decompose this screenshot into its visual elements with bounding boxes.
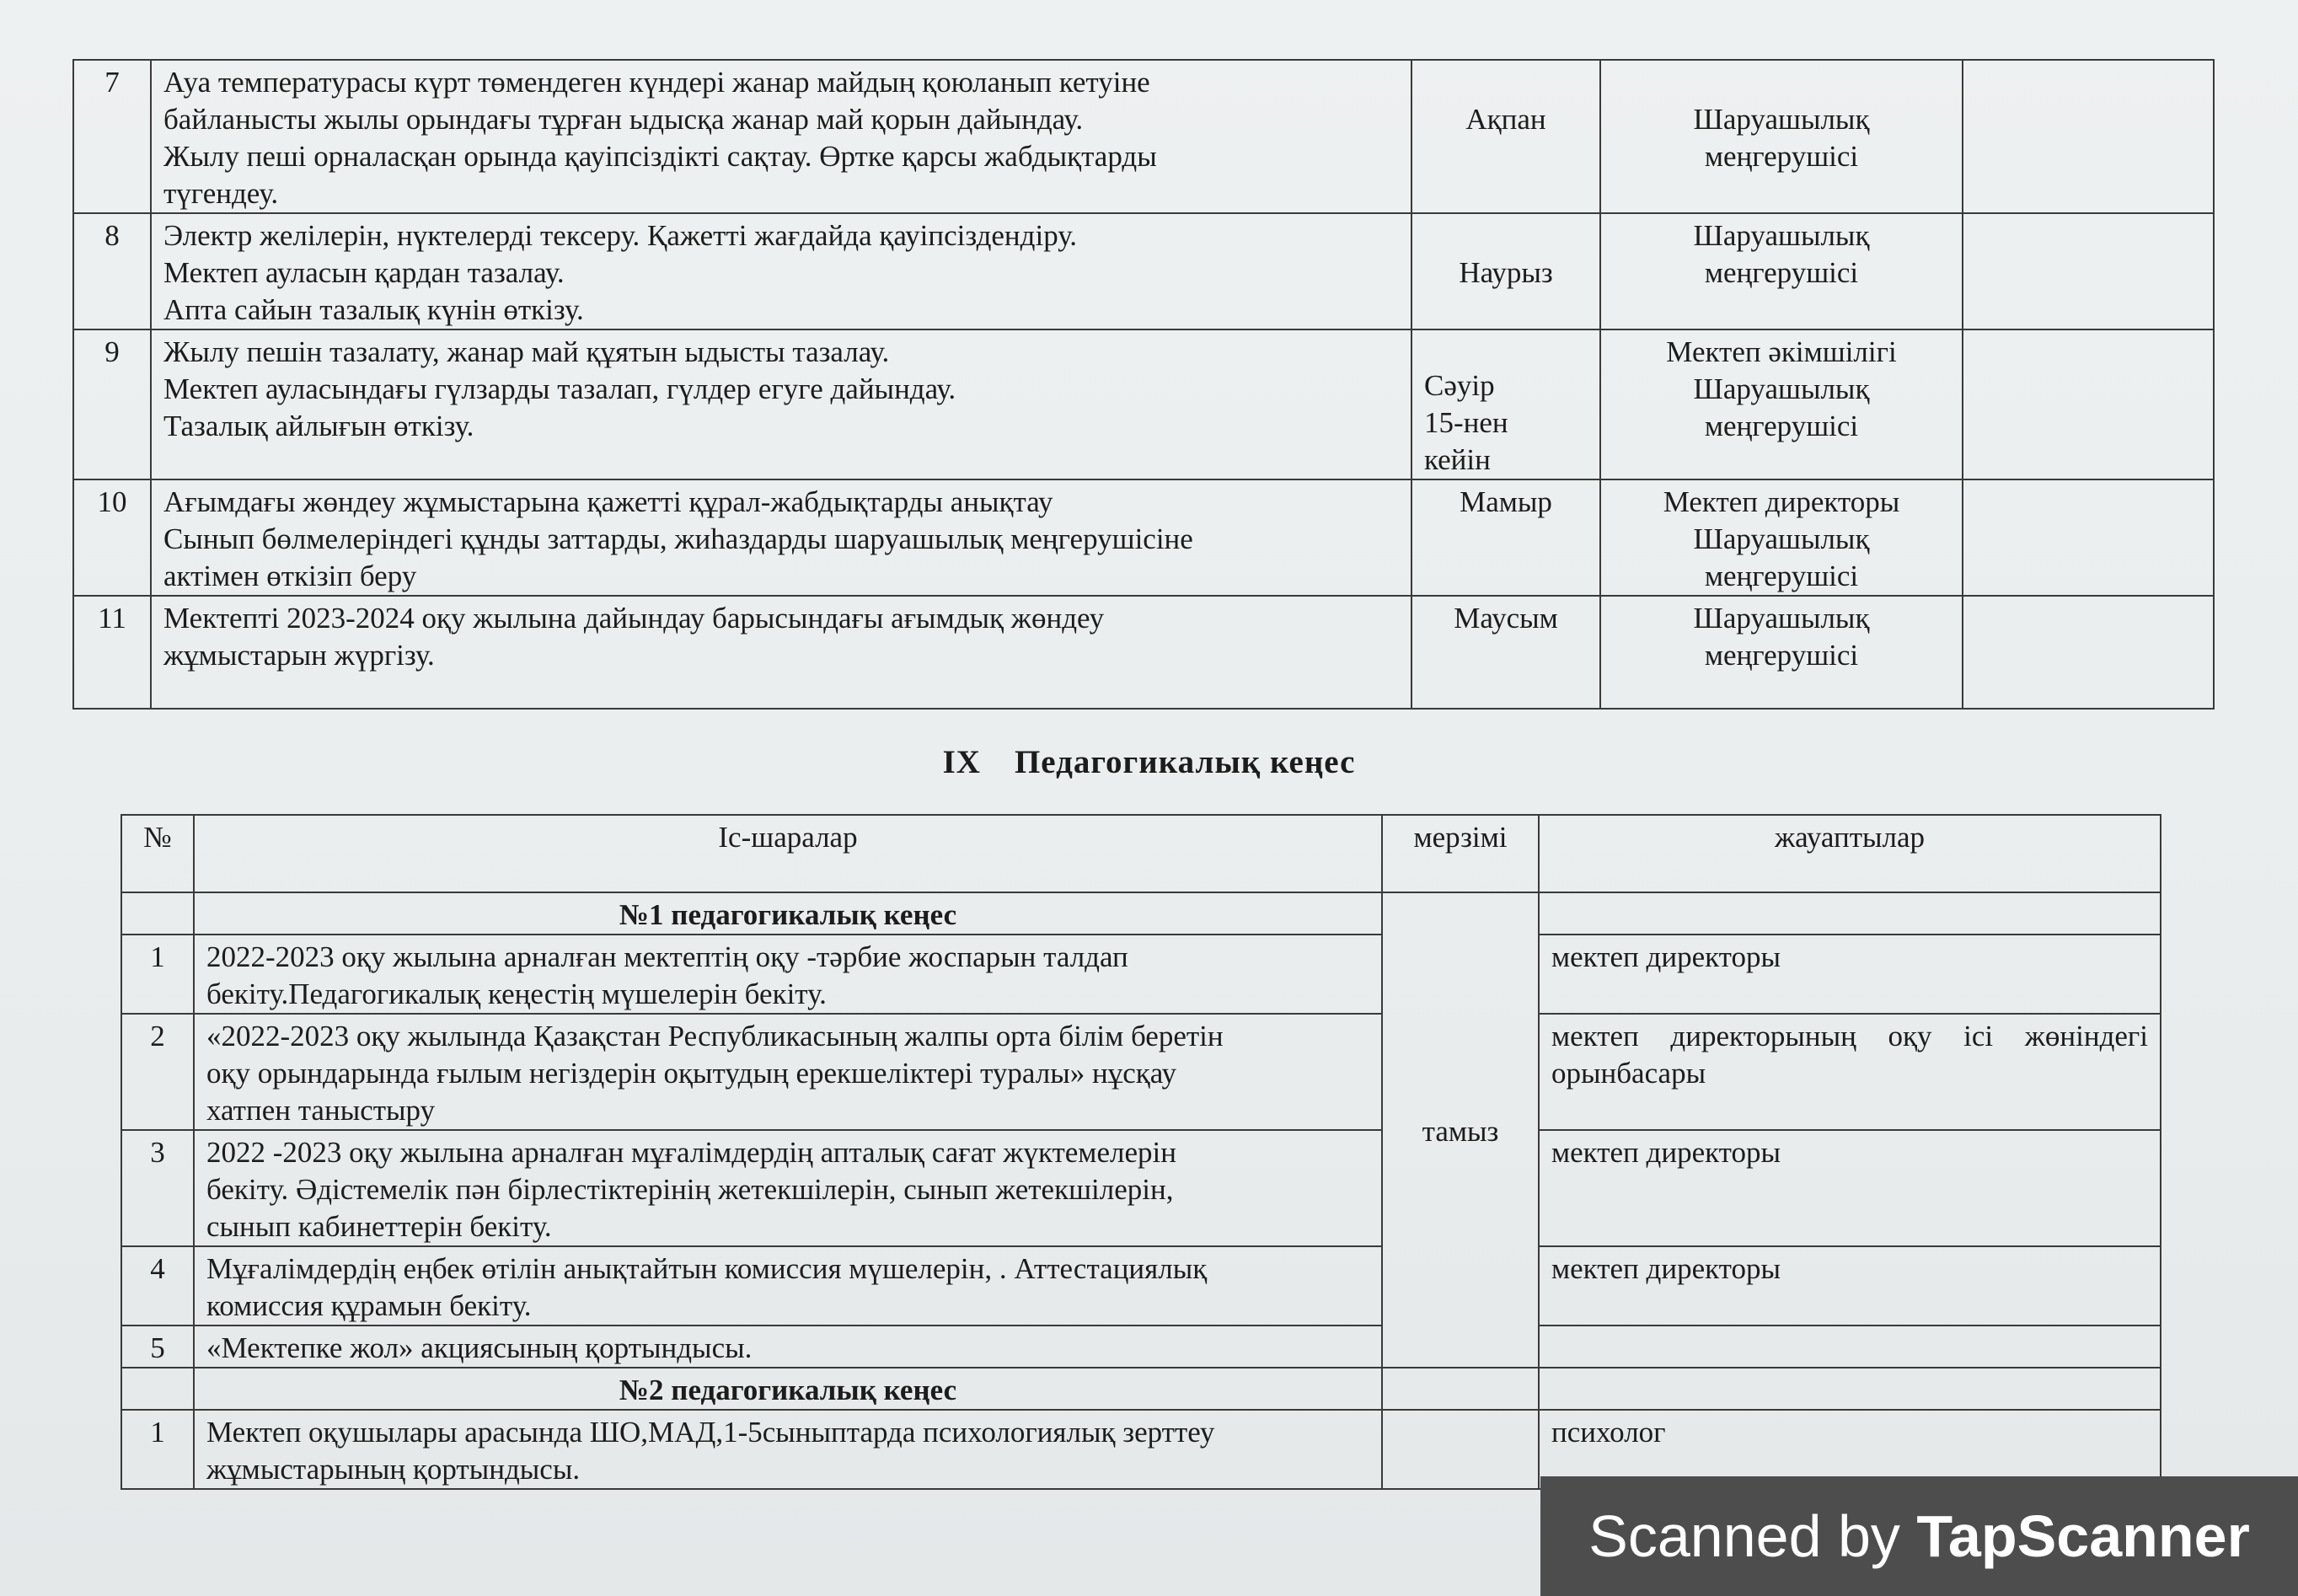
- header-deadline: мерзімі: [1382, 815, 1539, 892]
- notes-cell: [1963, 479, 2214, 596]
- table-row: [121, 1326, 2161, 1368]
- event-line: Мұғалімдердің еңбек өтілін анықтайтын комиссия мүшелерін, . Аттестациялық: [206, 1252, 1208, 1285]
- watermark-brand: TapScanner: [1916, 1503, 2250, 1569]
- deadline-cell: Ақпан: [1411, 60, 1600, 213]
- responsible-cell: [1600, 596, 1963, 709]
- task-line: жұмыстарын жүргізу.: [163, 639, 435, 672]
- deadline-cell: тамыз: [1382, 892, 1539, 1368]
- notes-cell: [1963, 60, 2214, 213]
- event-line: хатпен таныстыру: [206, 1094, 436, 1127]
- task-line: Ауа температурасы күрт төмендеген күндері жанар майдың қоюланып кетуіне: [163, 66, 1150, 99]
- task-cell: [151, 596, 1411, 709]
- council-title: №2 педагогикалық кеңес: [194, 1368, 1382, 1410]
- event-line: сынып кабинеттерін бекіту.: [206, 1210, 552, 1243]
- responsible-line: меңгерушісі: [1704, 140, 1859, 173]
- table-row: [73, 479, 2214, 596]
- event-cell: [194, 1326, 1382, 1368]
- event-line: бекіту. Әдістемелік пән бірлестіктерінің жетекшілерін, сынып жетекшілерін,: [206, 1173, 1174, 1206]
- event-cell: [194, 1014, 1382, 1130]
- responsible-line: Шаруашылық: [1693, 103, 1870, 136]
- table-row: [121, 935, 2161, 1014]
- table-row: [73, 60, 2214, 213]
- empty-cell: [1382, 1368, 1539, 1410]
- responsible-line: Шаруашылық: [1693, 602, 1870, 635]
- responsible-line: Шаруашылық: [1693, 372, 1870, 405]
- event-line: Мектеп оқушылары арасында ШО,МАД,1-5сыныптарда психологиялық зерттеу: [206, 1416, 1215, 1449]
- task-line: Мектепті 2023-2024 оқу жылына дайындау барысындағы ағымдық жөндеу: [163, 602, 1105, 635]
- scanner-watermark: [1540, 1476, 2298, 1596]
- row-number: 4: [121, 1246, 194, 1326]
- deadline-line: кейін: [1424, 443, 1491, 476]
- deadline-cell: [1411, 329, 1600, 479]
- deadline-cell: Маусым: [1411, 596, 1600, 709]
- council-heading-row: [121, 1368, 2161, 1410]
- task-line: актімен өткізіп беру: [163, 560, 417, 592]
- responsible-line: Мектеп директоры: [1663, 485, 1900, 518]
- task-line: түгендеу.: [163, 177, 279, 210]
- task-cell: [151, 479, 1411, 596]
- section-heading: [0, 743, 2298, 781]
- row-number: 1: [121, 1410, 194, 1489]
- deadline-cell: Мамыр: [1411, 479, 1600, 596]
- responsible-cell: [1600, 213, 1963, 329]
- event-line: «Мектепке жол» акциясының қортындысы.: [206, 1331, 753, 1364]
- maintenance-plan-table: [72, 59, 2215, 710]
- pedagogical-council-table: [121, 814, 2161, 1490]
- event-line: 2022 -2023 оқу жылына арналған мұғалімдердің апталық сағат жүктемелерін: [206, 1136, 1176, 1169]
- deadline-cell: Наурыз: [1411, 213, 1600, 329]
- responsible-line: Шаруашылық: [1693, 522, 1870, 555]
- table-row: [73, 596, 2214, 709]
- deadline-cell: [1382, 1410, 1539, 1489]
- row-number: 3: [121, 1130, 194, 1246]
- row-number: 1: [121, 935, 194, 1014]
- responsible-line: Мектеп әкімшілігі: [1666, 335, 1897, 368]
- header-responsible: жауаптылар: [1539, 815, 2161, 892]
- event-line: оқу орындарында ғылым негіздерін оқытудың ерекшеліктері туралы» нұсқау: [206, 1057, 1177, 1090]
- responsible-cell: [1600, 60, 1963, 213]
- table-row: [121, 1246, 2161, 1326]
- task-cell: [151, 60, 1411, 213]
- responsible-cell: мектеп директорының оқу ісі жөніндегі орынбасары: [1539, 1014, 2161, 1130]
- row-number: 5: [121, 1326, 194, 1368]
- task-line: Тазалық айлығын өткізу.: [163, 410, 474, 442]
- section-number: IX: [942, 744, 981, 780]
- responsible-cell: [1539, 1326, 2161, 1368]
- row-number: 8: [73, 213, 151, 329]
- responsible-cell: [1600, 329, 1963, 479]
- notes-cell: [1963, 596, 2214, 709]
- table-row: [121, 1130, 2161, 1246]
- empty-cell: [1539, 1368, 2161, 1410]
- table-row: [121, 1014, 2161, 1130]
- table-header-row: [121, 815, 2161, 892]
- event-line: комиссия құрамын бекіту.: [206, 1289, 532, 1322]
- task-line: Ағымдағы жөндеу жұмыстарына қажетті құрал-жабдықтарды анықтау: [163, 485, 1053, 518]
- row-number: 10: [73, 479, 151, 596]
- council-heading-row: [121, 892, 2161, 935]
- watermark-prefix: Scanned by: [1588, 1503, 1917, 1569]
- deadline-line: Сәуір: [1424, 369, 1495, 402]
- notes-cell: [1963, 329, 2214, 479]
- task-line: Апта сайын тазалық күнін өткізу.: [163, 293, 584, 326]
- table-row: [73, 329, 2214, 479]
- responsible-line: меңгерушісі: [1704, 560, 1859, 592]
- task-cell: [151, 329, 1411, 479]
- header-number: №: [121, 815, 194, 892]
- row-number: 2: [121, 1014, 194, 1130]
- task-line: Мектеп ауласын қардан тазалау.: [163, 256, 565, 289]
- responsible-line: меңгерушісі: [1704, 639, 1859, 672]
- row-number: 7: [73, 60, 151, 213]
- task-line: Жылу пеші орналасқан орында қауіпсіздікті сақтау. Өртке қарсы жабдықтарды: [163, 140, 1157, 173]
- responsible-cell: мектеп директоры: [1539, 1246, 2161, 1326]
- responsible-line: меңгерушісі: [1704, 410, 1859, 442]
- event-line: «2022-2023 оқу жылында Қазақстан Республикасының жалпы орта білім беретін: [206, 1020, 1224, 1052]
- task-line: Электр желілерін, нүктелерді тексеру. Қажетті жағдайда қауіпсіздендіру.: [163, 219, 1077, 252]
- event-cell: [194, 1246, 1382, 1326]
- empty-cell: [121, 1368, 194, 1410]
- council-title: №1 педагогикалық кеңес: [194, 892, 1382, 935]
- event-cell: [194, 1410, 1382, 1489]
- event-line: бекіту.Педагогикалық кеңестің мүшелерін бекіту.: [206, 977, 827, 1010]
- task-line: Мектеп ауласындағы гүлзарды тазалап, гүлдер егуге дайындау.: [163, 372, 956, 405]
- event-line: жұмыстарының қортындысы.: [206, 1453, 581, 1486]
- section-title: Педагогикалық кеңес: [1014, 744, 1356, 780]
- row-number: 9: [73, 329, 151, 479]
- task-line: Жылу пешін тазалату, жанар май құятын ыдысты тазалау.: [163, 335, 890, 368]
- notes-cell: [1963, 213, 2214, 329]
- event-cell: [194, 1130, 1382, 1246]
- responsible-line: Шаруашылық: [1693, 219, 1870, 252]
- task-cell: [151, 213, 1411, 329]
- task-line: Сынып бөлмелеріндегі құнды заттарды, жиһаздарды шаруашылық меңгерушісіне: [163, 522, 1193, 555]
- header-events: Іс-шаралар: [194, 815, 1382, 892]
- deadline-line: 15-нен: [1424, 406, 1508, 439]
- responsible-cell: мектеп директоры: [1539, 1130, 2161, 1246]
- event-line: 2022-2023 оқу жылына арналған мектептің оқу -тәрбие жоспарын талдап: [206, 940, 1128, 973]
- event-cell: [194, 935, 1382, 1014]
- row-number: 11: [73, 596, 151, 709]
- empty-cell: [1539, 892, 2161, 935]
- responsible-cell: мектеп директоры: [1539, 935, 2161, 1014]
- responsible-cell: [1600, 479, 1963, 596]
- table-row: [73, 213, 2214, 329]
- task-line: байланысты жылы орындағы тұрған ыдысқа жанар май қорын дайындау.: [163, 103, 1084, 136]
- responsible-cell: психолог: [1539, 1410, 2161, 1489]
- empty-cell: [121, 892, 194, 935]
- responsible-line: меңгерушісі: [1704, 256, 1859, 289]
